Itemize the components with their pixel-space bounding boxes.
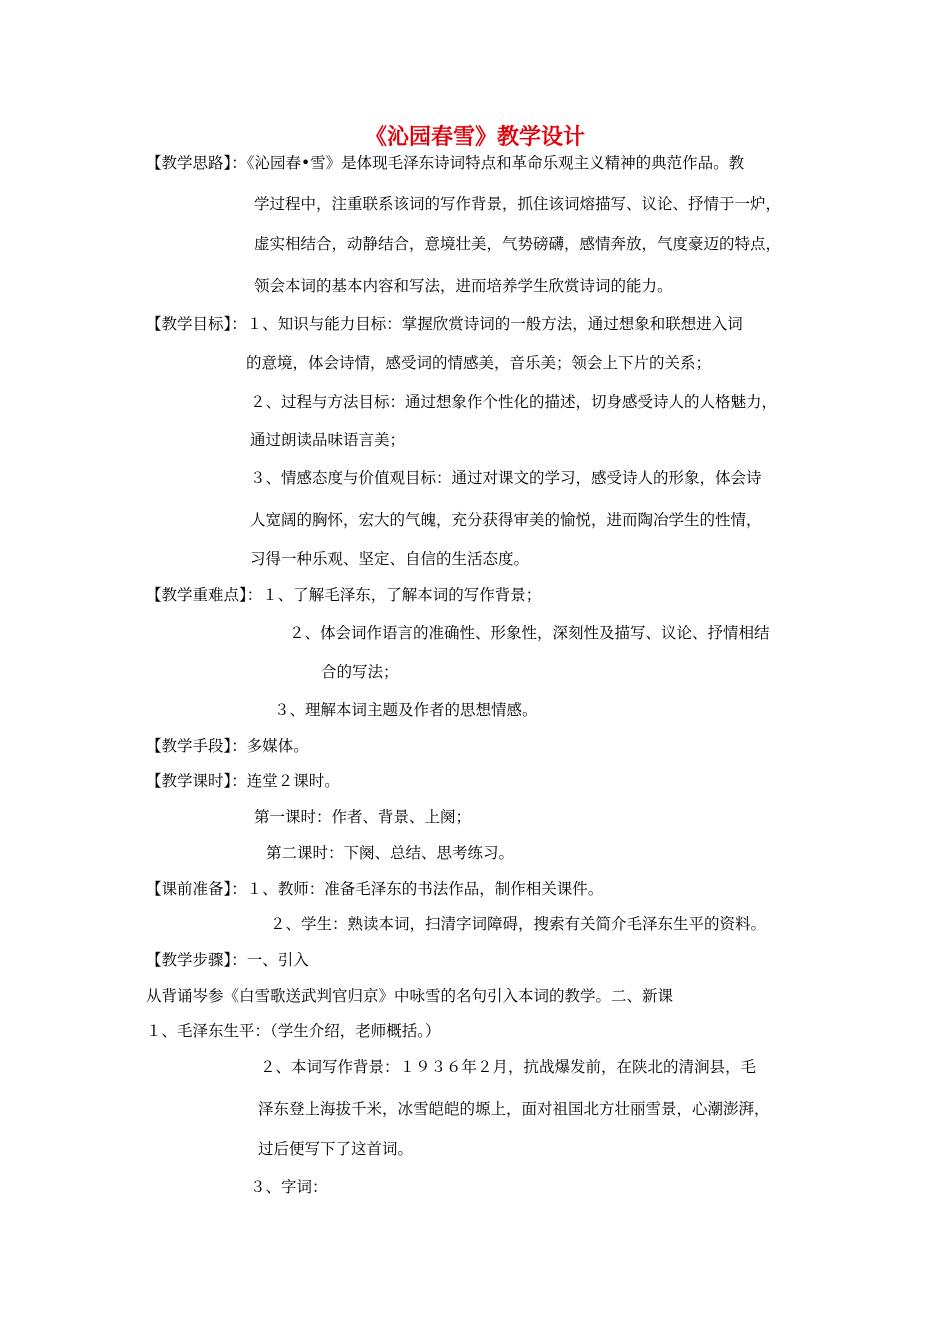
text-line: ２、过程与方法目标：通过想象作个性化的描述，切身感受诗人的人格魅力， <box>250 393 778 411</box>
text-line: 【教学手段】：多媒体。 <box>146 737 309 755</box>
text-line: 【教学目标】：１、知识与能力目标：掌握欣赏诗词的一般方法，通过想象和联想进入词 <box>146 315 743 333</box>
text-line: 过后便写下了这首词。 <box>258 1140 414 1158</box>
text-line: 【教学步骤】：一、引入 <box>146 951 309 969</box>
text-line: ２、本词写作背景：１９３６年２月，抗战爆发前，在陕北的清涧县，毛 <box>260 1058 757 1076</box>
text-line: 第二课时：下阕、总结、思考练习。 <box>266 844 515 862</box>
text-line: 【课前准备】：１、教师：准备毛泽东的书法作品，制作相关课件。 <box>146 880 604 898</box>
document-title: 《沁园春雪》教学设计 <box>364 125 585 150</box>
text-line: 从背诵岑参《白雪歌送武判官归京》中咏雪的名句引入本词的教学。二、新课 <box>146 987 674 1005</box>
text-line: ３、理解本词主题及作者的思想情感。 <box>274 701 538 719</box>
text-line: 习得一种乐观、坚定、自信的生活态度。 <box>250 550 530 568</box>
text-line: 【教学课时】：连堂２课时。 <box>146 772 340 790</box>
text-line: ２、体会词作语言的准确性、形象性，深刻性及描写、议论、抒情相结 <box>289 624 770 642</box>
text-line: 合的写法； <box>321 663 399 681</box>
text-line: ３、字词： <box>250 1178 328 1196</box>
text-line: 泽东登上海拔千米，冰雪皑皑的塬上，面对祖国北方壮丽雪景，心潮澎湃， <box>258 1100 770 1118</box>
text-line: 的意境，体会诗情，感受词的情感美，音乐美；领会上下片的关系； <box>246 354 712 372</box>
text-line: 第一课时：作者、背景、上阕； <box>254 808 472 826</box>
text-line: 人宽阔的胸怀，宏大的气魄，充分获得审美的愉悦，进而陶冶学生的性情， <box>250 511 762 529</box>
text-line: 通过朗读品味语言美； <box>250 431 406 449</box>
text-line: 【教学重难点】：１、了解毛泽东，了解本词的写作背景； <box>146 586 542 604</box>
text-line: ３、情感态度与价值观目标：通过对课文的学习，感受诗人的形象，体会诗 <box>250 469 762 487</box>
text-line: 虚实相结合，动静结合，意境壮美，气势磅礴，感情奔放，气度豪迈的特点， <box>254 235 782 253</box>
text-line: ２、学生：熟读本词，扫清字词障碍，搜索有关简介毛泽东生平的资料。 <box>270 915 767 933</box>
text-line: 领会本词的基本内容和写法，进而培养学生欣赏诗词的能力。 <box>254 277 673 295</box>
text-line: 【教学思路】：《沁园春•雪》是体现毛泽东诗词特点和革命乐观主义精神的典范作品。教 <box>146 154 745 172</box>
text-line: 学过程中，注重联系该词的写作背景，抓住该词熔描写、议论、抒情于一炉， <box>254 195 782 213</box>
text-line: １、毛泽东生平：（学生介绍，老师概括。） <box>146 1022 441 1040</box>
